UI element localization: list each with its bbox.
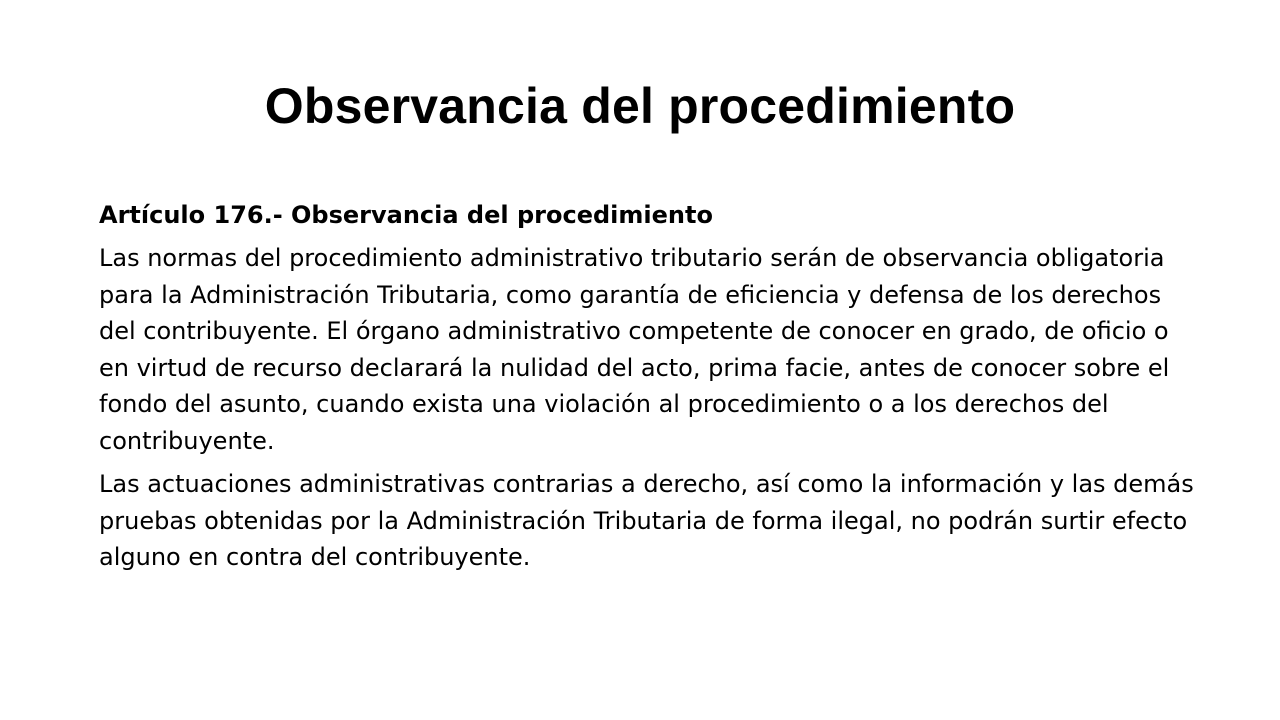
paragraph-1: Las normas del procedimiento administrativo tributario serán de observancia obligatoria para la Administración Tributaria, como garantía de eficiencia y defensa de los derechos del contribuyente. El órgano administrativo competente de conocer en grado, de oficio o en virtud de recurso declarará la nulidad del acto, prima facie, antes de conocer sobre el fondo del asunto, cuando exista una violación al procedimiento o a los derechos del contribuyente. (99, 244, 1170, 455)
slide-body (99, 197, 1199, 583)
article-heading: Artículo 176.- Observancia del procedimiento (99, 201, 713, 229)
paragraph-2: Las actuaciones administrativas contrarias a derecho, así como la información y las demás pruebas obtenidas por la Administración Tributaria de forma ilegal, no podrán surtir efecto alguno en contra del contribuyente. (99, 470, 1194, 571)
slide-title: Observancia del procedimiento (264, 78, 1016, 134)
